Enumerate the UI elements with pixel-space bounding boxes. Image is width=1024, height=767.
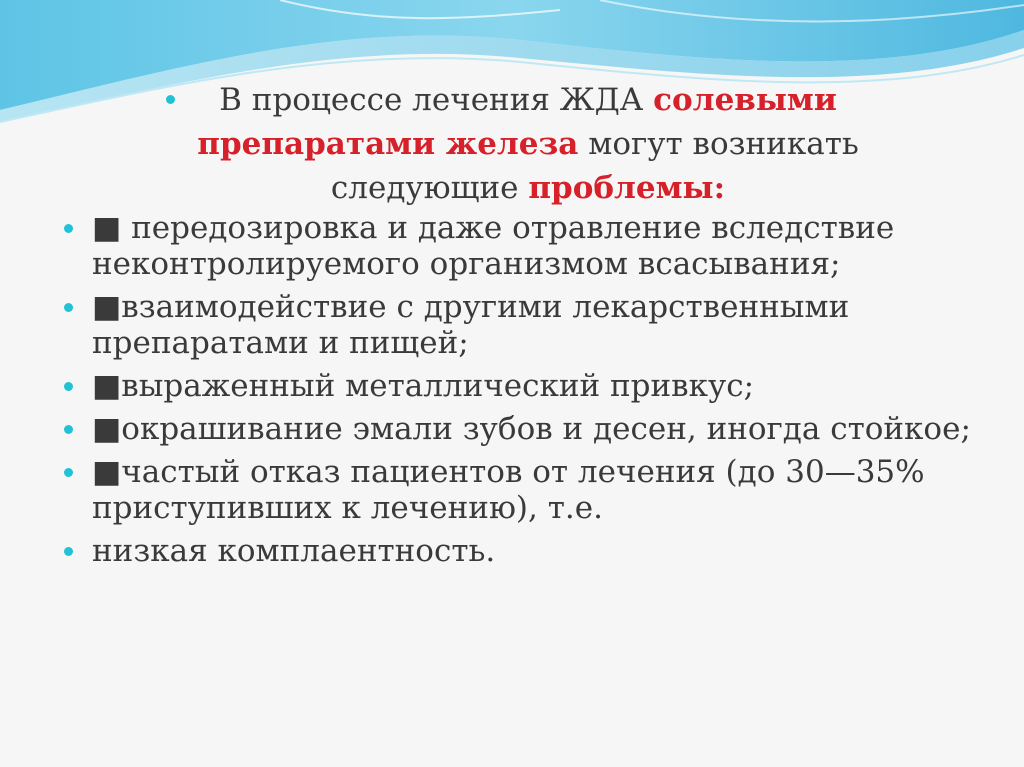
problems-list <box>58 210 988 569</box>
bullet-dot-icon <box>64 425 73 434</box>
list-item <box>58 289 988 361</box>
bullet-dot-icon <box>64 382 73 391</box>
intro-paragraph <box>58 78 988 210</box>
bullet-dot-icon <box>64 303 73 312</box>
bullet-dot-icon <box>64 468 73 477</box>
list-item-text: ■выраженный металлический привкус; <box>92 368 755 404</box>
list-item <box>58 533 988 569</box>
intro-highlight-problems: проблемы: <box>528 170 726 206</box>
bullet-dot-icon <box>166 95 175 104</box>
intro-highlight-preparations: солевыми препаратами железа <box>197 82 837 162</box>
list-item <box>58 411 988 447</box>
list-item-text: ■взаимодействие с другими лекарственными препаратами и пищей; <box>92 289 850 361</box>
slide-content <box>58 78 988 576</box>
list-item-text: низкая комплаентность. <box>92 533 496 569</box>
list-item <box>58 210 988 282</box>
list-item-text: ■частый отказ пациентов от лечения (до 30—35% приступивших к лечению), т.е. <box>92 454 925 526</box>
intro-text-part1: В процессе лечения ЖДА <box>219 82 654 118</box>
bullet-dot-icon <box>64 224 73 233</box>
list-item <box>58 368 988 404</box>
bullet-dot-icon <box>64 547 73 556</box>
list-item-text: ■ передозировка и даже отравление вследствие неконтролируемого организмом всасывания; <box>92 210 895 282</box>
list-item-text: ■окрашивание эмали зубов и десен, иногда стойкое; <box>92 411 971 447</box>
intro-text-part2: могут возникать следующие <box>330 126 859 206</box>
list-item <box>58 454 988 526</box>
